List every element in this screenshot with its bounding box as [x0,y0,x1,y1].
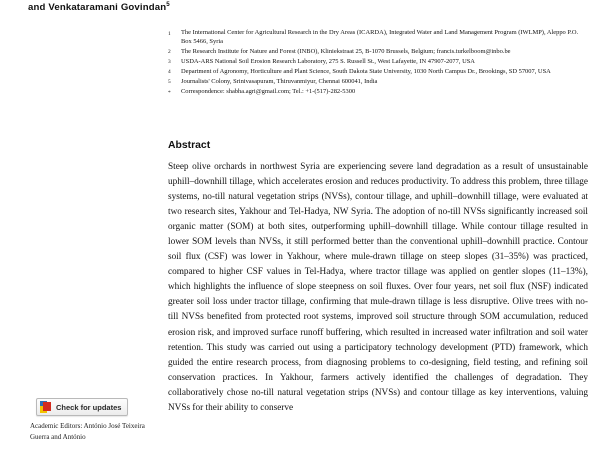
affiliation-number: 4 [168,69,171,76]
affiliations-block [168,29,588,98]
affiliation-row [168,68,588,77]
affiliation-row [168,48,588,57]
affiliation-text: The Research Institute for Nature and Forest (INBO), Kliniekstraat 25, B-1070 Brussels, Belgium; francis.turkelboom@inbo.be [181,47,511,55]
affiliation-number: 5 [168,79,171,86]
affiliation-row [168,29,588,47]
affiliation-text: The International Center for Agricultural Research in the Dry Areas (ICARDA), Integrated Water and Land Management Program (IWLMP), Aleppo P.O. Box 5466, Syria [181,29,579,45]
author-affiliation-marker: 5 [166,1,170,8]
authors-continuation-text: and Venkataramani Govindan [28,2,167,14]
crossmark-icon [40,401,52,413]
abstract-paragraph: Steep olive orchards in northwest Syria are experiencing severe land degradation as a result of unsustainable uphill–downhill tillage, which accelerates erosion and reduces productivity. To address this problem, three tillage systems, no-till natural vegetation strips (NVSs), contour tillage, and uphill–downhill tillage, were evaluated at two research sites, Yakhour and Tel-Hadya, NW Syria. The adoption of no-till NVSs significantly increased soil organic matter (SOM) at both sites, outperforming uphill–downhill tillage. While contour tillage resulted in lower SOM levels than NVSs, it still performed better than the conventional uphill–downhill practice. Contour soil flux (CSF) was lower in Yakhour, where mule-drawn tillage on steep slopes (31–35%) was practiced, compared to higher CSF values in Tel-Hadya, where tractor tillage was applied on gentler slopes (11–13%), which highlights the influence of slope steepness on soil fluxes. Over four years, net soil flux (NSF) indicated greater soil loss under tractor tillage, confirming that mule-drawn tillage is less disruptive. Olive trees with no-till NVSs benefited from protected root systems, improved soil structure through SOM accumulation, reduced erosion risk, and improved surface runoff buffering, which resulted in increased water infiltration and soil water retention. This study was carried out using a participatory technology development (PTD) framework, which guided the entire research process, from diagnosing problems to co-designing, field testing, and refining soil conservation practices. In Yakhour, farmers actively identified the challenges of degradation. They collaboratively chose no-till natural vegetation strips (NVSs) and contour tillage as key interventions, valuing NVSs for their ability to conserve [168,162,588,413]
affiliation-number: 1 [168,30,171,37]
affiliation-text: Journalists' Colony, Srinivasapuram, Thiruvanmiyur, Chennai 600041, India [181,77,378,85]
check-for-updates-wrapper[interactable] [36,398,128,418]
affiliation-row [168,88,588,97]
check-for-updates-button[interactable] [36,398,128,416]
abstract-body [168,160,588,416]
affiliation-number: 3 [168,59,171,66]
affiliation-text: Department of Agronomy, Horticulture and Plant Science, South Dakota State University, 1030 North Campus Dr., Brookings, SD 57007, USA [181,67,551,75]
correspondence-text: Correspondence: shabha.agri@gmail.com; Tel.: +1-(517)-282-5300 [181,88,356,96]
authors-continuation-line [28,1,170,13]
affiliation-number: 2 [168,49,171,56]
affiliation-number: * [168,89,171,96]
affiliation-text: USDA-ARS National Soil Erosion Research Laboratory, 275 S. Russell St., West Lafayette, IN 47907-2077, USA [181,57,475,65]
affiliation-row [168,58,588,67]
affiliation-row [168,78,588,87]
academic-editors: Academic Editors: António José Teixeira Guerra and António [30,422,145,442]
abstract-heading: Abstract [168,140,211,151]
check-for-updates-label: Check for updates [56,402,122,412]
